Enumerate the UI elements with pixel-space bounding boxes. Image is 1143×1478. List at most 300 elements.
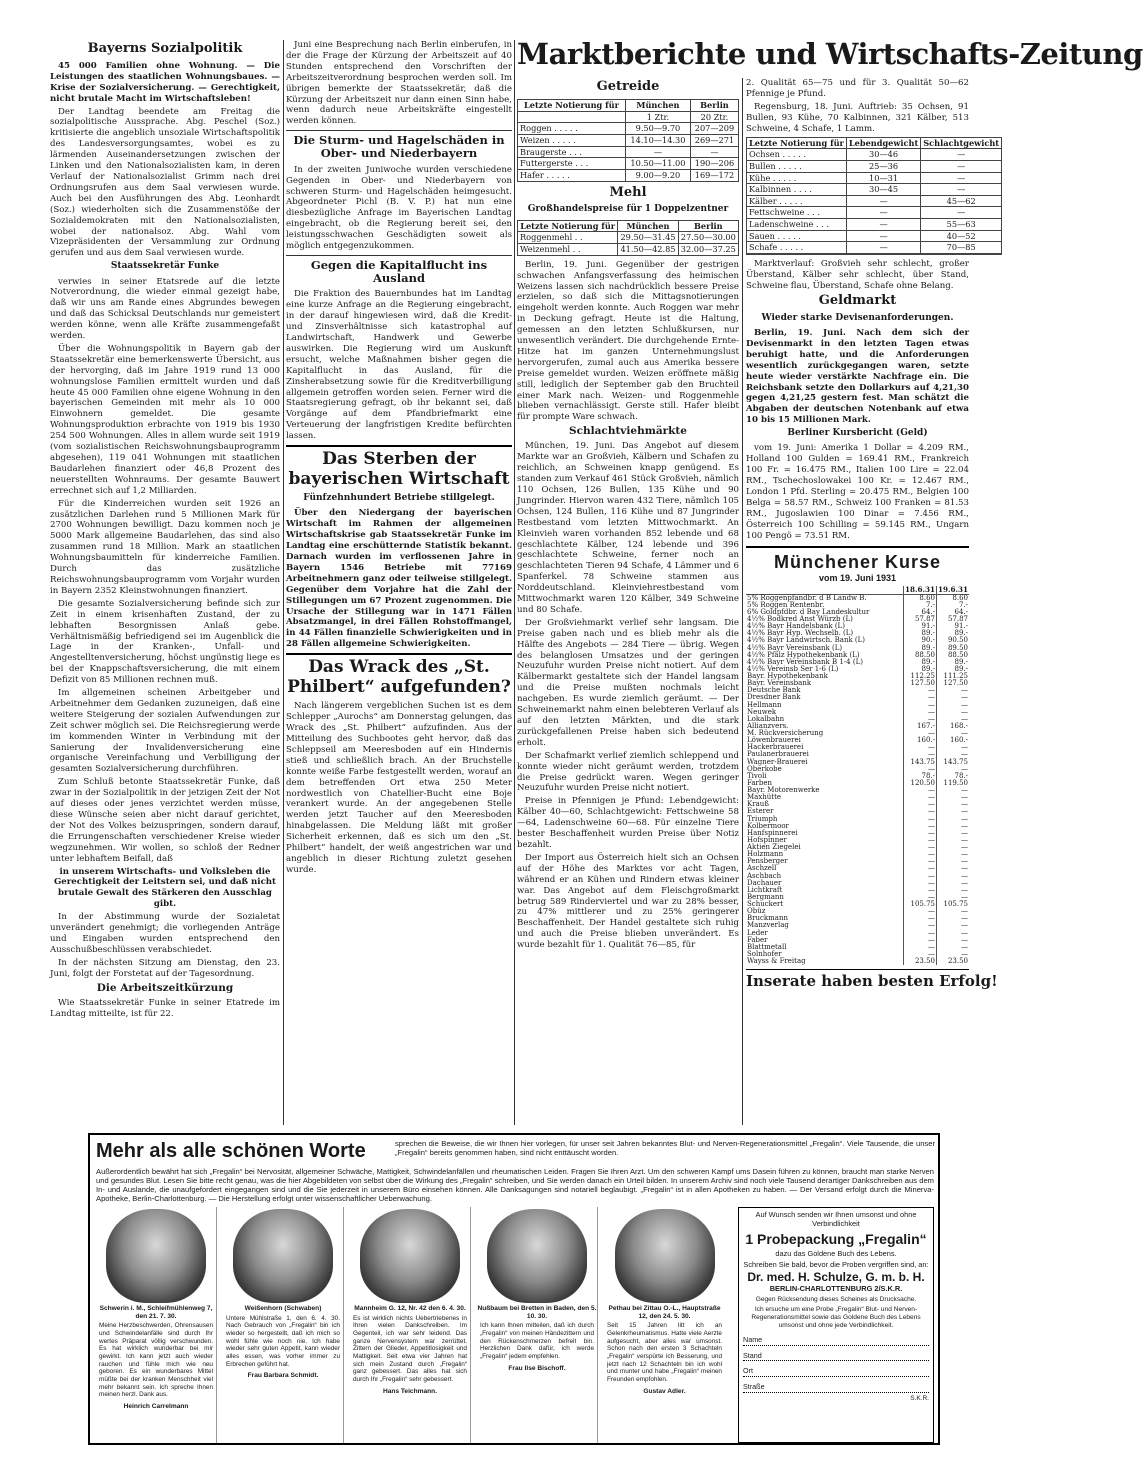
stock-value: 127.50 bbox=[936, 680, 969, 687]
stock-name: 4½% Bayr Vereinsbank B 1-4 (L) bbox=[747, 657, 863, 666]
flour-price-table bbox=[517, 220, 739, 256]
article-paragraph: In der zweiten Juniwoche wurden verschiedene Gegenden in Ober- und Niederbayern von schweren Sturm- und Hagelschäden heimgesucht. Abgeordneter Pichl (B. V. P.) hat nun eine diesbezügliche Anfrage im Bayerischen Landtag eingebracht, ob die Regierung bereit sei, den leistungsschwachen Geschädigten soweit als möglich entgegenzukommen. bbox=[286, 164, 512, 252]
stock-value: 105.75 bbox=[936, 901, 969, 908]
stock-name: Aktien Ziegelei bbox=[747, 843, 801, 852]
stock-value: 143.75 bbox=[936, 759, 969, 766]
table-header: 19.6.31 bbox=[937, 585, 968, 595]
section-subhead: Berliner Kursbericht (Geld) bbox=[787, 428, 928, 439]
stock-list-title: Münchener Kurse bbox=[746, 546, 969, 574]
article-paragraph: Für die Kinderreichen wurden seit 1926 an zusätzlichen Darlehen rund 5 Millionen Mark für 2700 Wohnungen bewilligt. Dazu kommen noch je 5000 Mark allgemeine Baudarlehen, das sind also zusammen rund 18 Million. Mark an staatlichen Wohnungsbaumitteln für kinderreiche Familien. Durch das zusätzliche Reichswohnungsbauprogramm vom Vorjahr wurden in Bayern 2352 Kleinstwohnungen finanziert. bbox=[50, 498, 280, 596]
table-row: Roggen . . . . . 9.50—9.70 207—209 bbox=[518, 123, 739, 135]
stock-value: 111.25 bbox=[936, 673, 969, 680]
ad-intro-text: sprechen die Beweise, die wir Ihnen hier vorlegen, für unser seit Jahren bekanntes Blut- und Nerven-Regenerationsmittel „Fregalin“. Viele Tausende, die unser „Fregalin“ bereits genommen haben, sind nicht enttäuscht worden. bbox=[395, 1139, 935, 1158]
stock-value: — bbox=[936, 766, 969, 773]
section-heading: Mehl bbox=[609, 184, 647, 200]
stock-quotes-table bbox=[746, 586, 969, 965]
table-row: Roggenmehl . . 29.50—31.45 27.50—30.00 bbox=[518, 232, 739, 244]
stock-value: 64.- bbox=[903, 609, 936, 616]
coupon-code: S.K.R. bbox=[910, 1394, 929, 1402]
section-heading: Getreide bbox=[596, 79, 660, 94]
stock-value: — bbox=[936, 887, 969, 894]
stock-name: 5% Roggen Rentenbr. bbox=[747, 600, 825, 609]
stock-name: Löwenbrauerei bbox=[747, 736, 801, 745]
table-row: Ochsen . . . . . 30—46 — bbox=[747, 149, 1002, 161]
stock-value: — bbox=[936, 858, 969, 865]
testimonial-text: Ich kann Ihnen mitteilen, daß ich durch „Fregalin“ von meinen Händezittern und den Rückenschmerzen befreit bin. Herzlichen Dank dafür, ich werde „Fregalin“ jedem empfehlen. bbox=[480, 1322, 594, 1360]
table-row: Ladenschweine . . . — 55—63 bbox=[747, 219, 1002, 231]
article-paragraph: Wie Staatssekretär Funke in seiner Etatrede im Landtag mitteilte, ist für 22. bbox=[50, 997, 280, 1019]
table-header: Schlachtgewicht bbox=[921, 137, 1002, 149]
coupon-note: Gegen Rücksendung dieses Scheines als Drucksache. bbox=[755, 1295, 917, 1303]
article-paragraph: Berlin, 19. Juni. Gegenüber der gestrigen schwachen Anfangsverfassung des heimischen Weizens lassen sich nachdrücklich bessere Preise erzielen, so daß sich die Mittagsnotierungen eingeholt werden konnte. Auch Roggen war mehr in Deckung gefragt. Heute ist die Haltung, gemessen an den letzten Schlußkursen, nur unwesentlich verändert. Die durchgehende Ernte-Hitze hat im ganzen Unternehmungslust hervorgerufen, zumal auch aus Amerika bessere Preise gemeldet wurden. Weizen eröffnete mäßig still, lediglich der September gab den Bruchteil einer Mark nach. Weizen- und Roggenmehle blieben vernachlässigt. Gerste still. Hafer bleibt für prompte Ware schwach. bbox=[517, 259, 739, 423]
stock-value: 89.- bbox=[936, 630, 969, 637]
table-row: Futtergerste . . . 10.50—11.00 190—206 bbox=[518, 158, 739, 170]
stock-value: 64.- bbox=[936, 609, 969, 616]
table-cell: 1 Ztr. bbox=[625, 111, 690, 123]
coupon-company: Dr. med. H. Schulze, G. m. b. H. bbox=[747, 1270, 925, 1285]
table-row: Fettschweine . . . — — bbox=[747, 207, 1002, 219]
stock-value: — bbox=[903, 873, 936, 880]
article-headline: Die Sturm- und Hagelschäden in Ober- und Niederbayern bbox=[293, 133, 505, 161]
stock-value: 78.- bbox=[903, 773, 936, 780]
stock-name: Faber bbox=[747, 935, 768, 944]
table-header: Letzte Notierung für bbox=[747, 137, 847, 149]
table-row: Kühe . . . . . 10—31 — bbox=[747, 172, 1002, 184]
stock-name: Hackerbrauerei bbox=[747, 743, 804, 752]
stock-value: — bbox=[936, 709, 969, 716]
stock-value: — bbox=[903, 794, 936, 801]
stock-value: 90.50 bbox=[936, 637, 969, 644]
stock-value: — bbox=[936, 694, 969, 701]
testimonial-location: Nußbaum bei Bretten in Baden, den 5. 10. 30. bbox=[477, 1305, 597, 1320]
stock-value: — bbox=[903, 887, 936, 894]
stock-value: 89.- bbox=[936, 659, 969, 666]
article-subhead: Staatssekretär Funke bbox=[110, 261, 220, 272]
stock-value: — bbox=[903, 744, 936, 751]
section-heading: Schlachtviehmärkte bbox=[569, 425, 687, 438]
stock-value: — bbox=[936, 823, 969, 830]
table-header: Letzte Notierung für bbox=[518, 99, 626, 111]
table-header: Berlin bbox=[678, 220, 738, 232]
stock-value: — bbox=[903, 766, 936, 773]
stock-name: Kolbermoor bbox=[747, 821, 789, 830]
divider bbox=[286, 255, 512, 256]
stock-value: — bbox=[936, 930, 969, 937]
stock-value: 105.75 bbox=[903, 901, 936, 908]
table-header: München bbox=[625, 99, 690, 111]
column-3 bbox=[517, 78, 739, 1125]
stock-name: Tivoli bbox=[747, 771, 767, 780]
coupon-form-text: Ich ersuche um eine Probe „Fregalin“ Blut- und Nerven-Regenerationsmittel sowie das Goldene Buch des Lebens umsonst und ohne jede Verbindlichkeit. bbox=[751, 1306, 921, 1330]
stock-name: Wayss & Freitag bbox=[747, 957, 806, 966]
stock-value: — bbox=[903, 694, 936, 701]
article-paragraph: Über den Niedergang der bayerischen Wirtschaft im Rahmen der allgemeinen Wirtschaftskrise gab Staatssekretär Funke im Landtag eine erschütternde Statistik bekannt. Darnach wurden im verflossenen Jahre in Bayern 1546 Betriebe mit 77169 Arbeitnehmern ganz oder teilweise stillgelegt. Gegenüber dem Vorjahre hat die Zahl der Stillegungen um 67 Prozent zugenommen. Die Ursache der Stillegung war in 1471 Fällen Absatzmangel, in drei Fällen Rohstoffmangel, in 44 Fällen finanzielle Schwierigkeiten und in 28 Fällen allgemeine Schwierigkeiten. bbox=[286, 508, 512, 650]
stock-name: 4½% Vereinsb Ser 1-6 (L) bbox=[747, 664, 839, 673]
stock-value: — bbox=[903, 787, 936, 794]
stock-value: 8.60 bbox=[903, 594, 936, 602]
stock-value: — bbox=[903, 894, 936, 901]
stock-name: 4½% Bayr Vereinsbank (L) bbox=[747, 643, 843, 652]
article-paragraph: Berlin, 19. Juni. Nach dem sich der Devisenmarkt in den letzten Tagen etwas beruhigt hatte, und die Anforderungen wesentlich zurückgegangen waren, setzte heute wieder verstärkte Nachfrage ein. Die Reichsbank setzte den Dollarkurs auf 4,21,30 gegen 4,21,25 gestern fest. Man schätzt die Abgaben der deutschen Notenbank auf etwa 10 bis 15 Millionen Mark. bbox=[746, 328, 969, 426]
testimonial bbox=[604, 1207, 725, 1443]
stock-name: Bayr. Vereinsbank bbox=[747, 679, 812, 688]
table-row: Braugerste . . . — — bbox=[518, 146, 739, 158]
stock-value: — bbox=[936, 787, 969, 794]
stock-name: 4½% Bodkred Anst Würzb (L) bbox=[747, 615, 853, 624]
coupon-stand-field[interactable]: Stand bbox=[743, 1352, 929, 1362]
testimonial-text: Seit 15 Jahren litt ich an Gelenkrheumatismus. Hatte viele Aerzte aufgesucht, aber alles war umsonst. Schon nach den ersten 3 Schachteln „Fregalin“ verspürte ich Besserung, und jetzt nach 12 Schachteln bin ich wohl und munter und habe „Fregalin“ meinen Freunden empfohlen. bbox=[607, 1322, 722, 1383]
stock-value: — bbox=[903, 716, 936, 723]
stock-name: Wagner-Brauerei bbox=[747, 757, 808, 766]
stock-value: 7.- bbox=[936, 602, 969, 609]
article-paragraph: Der Großviehmarkt verlief sehr langsam. Die Preise gaben nach und es blieb mehr als die Hälfte des Angebots — 284 Tiere — übrig. Wegen des belanglosen Umsatzes und der geringen Neuzufuhr wurden Preise nicht notiert. Auf dem Kälbermarkt gestaltete sich der Handel langsam und die Preise mußten nochmals leicht nachgeben. Es wurde ziemlich geräumt. — Der Schweinemarkt nahm einen belebteren Verlauf als auf den letzten Märkten, und die stark zurückgefallenen Preise haben sich bedeutend erholt. bbox=[517, 617, 739, 748]
testimonial-location: Pethau bei Zittau O.-L., Hauptstraße 12, den 24. 5. 30. bbox=[608, 1305, 721, 1320]
stock-value: — bbox=[903, 915, 936, 922]
stock-value: 168.- bbox=[936, 723, 969, 730]
article-paragraph: Im allgemeinen scheinen Arbeitgeber und Arbeitnehmer dem Gedanken zuzuneigen, daß eine weitere Steigerung der sozialen Aufwendungen zur Zeit schwer möglich sei. Die Reichsregierung werde im kommenden Winter in Verbindung mit der Sanierung der Invalidenversicherung eine organische Vereinfachung und Verbilligung der gesamten Sozialversicherung durchführen. bbox=[50, 688, 280, 775]
article-paragraph: Über die Wohnungspolitik in Bayern gab der Staatssekretär eine bemerkenswerte Übersicht, aus der hervorging, daß im Jahre 1919 rund 13 000 wohnungslose Familien ermittelt wurden und daß heute 45 000 Familien ohne eigene Wohnung in den bayerischen Gemeinden mit mehr als 10 000 Einwohnern gemeldet. Die gesamte Wohnungsproduktion erbrachte von 1919 bis 1930 254 500 Wohnungen. Alles in allem wurde seit 1919 (vom sozialistischen Reichswohnungsbauprogramm abgesehen), 119 041 Wohnungen mit staatlichen Baudarlehen finanziert oder 46,8 Prozent des neuerstellten Wohnraums. Der gesamte Bauwert errechnet sich auf 1,2 Milliarden. bbox=[50, 343, 280, 496]
portrait-photo bbox=[360, 1209, 460, 1303]
stock-value: — bbox=[936, 808, 969, 815]
stock-value: — bbox=[936, 937, 969, 944]
livestock-price-table bbox=[746, 137, 1002, 256]
stock-value: — bbox=[903, 837, 936, 844]
divider bbox=[286, 130, 512, 131]
column-rule bbox=[514, 40, 515, 1125]
stock-value: 90.- bbox=[903, 637, 936, 644]
stock-value: — bbox=[936, 951, 969, 958]
testimonial-signature: Heinrich Carrelmann bbox=[123, 1403, 189, 1411]
article-paragraph: 2. Qualität 65—75 und für 3. Qualität 50—62 Pfennige je Pfund. bbox=[746, 78, 969, 99]
portrait-photo bbox=[487, 1209, 587, 1303]
stock-name: Blattmetall bbox=[747, 942, 787, 951]
stock-value: — bbox=[936, 751, 969, 758]
stock-value: 167.- bbox=[903, 723, 936, 730]
stock-value: — bbox=[903, 687, 936, 694]
stock-value: 91.- bbox=[936, 623, 969, 630]
stock-name: Bruckmann bbox=[747, 914, 788, 923]
stock-name: Esterer bbox=[747, 807, 774, 816]
stock-name: Pensberger bbox=[747, 857, 788, 866]
stock-value: — bbox=[903, 801, 936, 808]
stock-value: — bbox=[936, 915, 969, 922]
stock-name: 4½% Bayr Hyp. Wechselb. (L) bbox=[747, 629, 854, 638]
stock-value: — bbox=[903, 702, 936, 709]
section-title: Marktberichte und Wirtschafts-Zeitung bbox=[517, 37, 1143, 71]
article-paragraph: Preise in Pfennigen je Pfund: Lebendgewicht: Kälber 40—60, Schlachtgewicht: Fettschweine 58—64, Ladenschweine 60—68. Für einzelne Tiere bester Beschaffenheit wurden Preise über Notiz bezahlt. bbox=[517, 796, 739, 850]
stock-value: — bbox=[903, 865, 936, 872]
stock-value: 23.50 bbox=[903, 958, 936, 965]
table-row: Schafe . . . . . — 70—85 bbox=[747, 242, 1002, 254]
stock-name: Neuwek bbox=[747, 707, 777, 716]
stock-name: Hellmann bbox=[747, 700, 782, 709]
article-paragraph: Zum Schluß betonte Staatssekretär Funke, daß zwar in der Sozialpolitik in der jetzigen Zeit der Not auf dieses oder jenes verzichtet werden müsse, diese Wünsche seien aber nicht darauf gerichtet, der Not des Volkes beizuspringen, sondern darauf, die Errungenschaften verschiedener Kreise wieder wegzunehmen. Wir wollen, so schloß der Redner unter lebhaftem Beifall, daß bbox=[50, 777, 280, 864]
stock-name: Bergmann bbox=[747, 892, 784, 901]
article-paragraph: Der Import aus Österreich hielt sich an Ochsen auf der Höhe des Marktes vor acht Tagen, während er an Kühen und Rindern etwas kleiner war. Das Angebot auf dem Fleischgroßmarkt betrug 589 Rinderviertel und war zu 28% besser, zu 47% mittlerer und zu 25% geringerer Beschaffenheit. Der Handel gestaltete sich ruhig und auch die Preise blieben unverändert. Es wurde bezahlt für 1. Qualität 76—85, für bbox=[517, 852, 739, 951]
stock-value: — bbox=[903, 823, 936, 830]
coupon-intro: Auf Wunsch senden wir Ihnen umsonst und ohne Verbindlichkeit bbox=[755, 1210, 917, 1228]
ad-body-text: Außerordentlich bewährt hat sich „Fregalin“ bei Nervosität, allgemeiner Schwäche, Mattigkeit, Schwindelanfällen und rheumatischen Leiden. Fragen Sie Ihren Arzt. Um den schweren Kampf ums Dasein führen zu können, braucht man starke Nerven und gesundes Blut. Lesen Sie bitte recht genau, was die hier Abgebildeten von selbst über die Wirkung des „Fregalin“ schreiben, und Sie werden danach ein Urteil bilden. In unserem Archiv sind noch viele Tausend derartiger Dankschreiben aus dem In- und Auslande, die unaufgefordert eingegangen sind und die Sie jederzeit in unserem Büro einsehen können. Alle Danksagungen sind notariell beglaubigt. „Fregalin“ ist in allen Apotheken zu haben. — Der Versand erfolgt durch die Minerva-Apotheke, Berlin-Charlottenburg. — Die Herstellung erfolgt unter wissenschaftlicher Ueberwachung. bbox=[96, 1167, 934, 1204]
stock-name: Krauß bbox=[747, 800, 769, 809]
table-row: Kalbinnen . . . . 30—45 — bbox=[747, 184, 1002, 196]
ad-headline: Mehr als alle schönen Worte bbox=[96, 1140, 366, 1162]
stock-row bbox=[746, 922, 969, 929]
stock-value: 112.25 bbox=[903, 673, 936, 680]
article-paragraph: In der Abstimmung wurde der Sozialetat unverändert genehmigt; die vorliegenden Anträge und Eingaben wurden entsprechend den Ausschußbeschlüssen verabschiedet. bbox=[50, 912, 280, 955]
stock-name: Paulanerbrauerei bbox=[747, 750, 809, 759]
stock-name: Schuckert bbox=[747, 900, 784, 909]
stock-value: — bbox=[936, 944, 969, 951]
stock-name: Lokalbahn bbox=[747, 714, 785, 723]
stock-row bbox=[746, 958, 969, 965]
coupon-ort-field[interactable]: Ort bbox=[743, 1367, 929, 1377]
stock-value: — bbox=[936, 830, 969, 837]
stock-name: Triumph bbox=[747, 814, 778, 823]
stock-value: — bbox=[903, 858, 936, 865]
article-paragraph: Nach längerem vergeblichen Suchen ist es dem Schlepper „Aurochs“ am Donnerstag gelungen, das Wrack des „St. Philbert“ aufzufinden. Aus der Mitteilung des Suchbootes geht hervor, daß das Schleppseil am Meeresboden auf ein Hindernis stieß und schließlich brach. An der Bruchstelle konnte weiße Farbe festgestellt werden, worauf an dem betreffenden Ort etwa 250 Meter nordwestlich von Chatellier-Bucht eine Boje verankert wurde. An der angegebenen Stelle werden jetzt Taucher auf den Meeresboden hinabgelassen. Die Meldung läßt mit großer Sicherheit erkennen, daß es sich um den „St. Philbert“ handelt, der weiß angestrichen war und angeblich in dieser Richtung zuletzt gesehen wurde. bbox=[286, 701, 512, 875]
stock-value: 57.87 bbox=[903, 616, 936, 623]
article-paragraph: In der nächsten Sitzung am Dienstag, den 23. Juni, folgt der Forstetat auf der Tagesordnung. bbox=[50, 957, 280, 979]
stock-name: Maxhütte bbox=[747, 793, 782, 802]
stock-name: Dresdner Bank bbox=[747, 693, 801, 702]
stock-name: Lichtkraft bbox=[747, 885, 783, 894]
stock-value: — bbox=[936, 894, 969, 901]
article-lead: 45 000 Familien ohne Wohnung. — Die Leistungen des staatlichen Wohnungsbaues. — Krise der Sozialversicherung. — Gerechtigkeit, nicht brutale Macht im Wirtschaftsleben! bbox=[50, 60, 280, 104]
testimonial bbox=[223, 1207, 344, 1443]
stock-value: — bbox=[936, 908, 969, 915]
stock-value: 89.- bbox=[903, 666, 936, 673]
article-headline: Das Wrack des „St. Philbert“ aufgefunden? bbox=[287, 657, 511, 697]
stock-value: — bbox=[903, 751, 936, 758]
stock-value: — bbox=[936, 844, 969, 851]
portrait-photo bbox=[106, 1209, 206, 1303]
testimonial bbox=[96, 1207, 217, 1443]
order-coupon bbox=[738, 1207, 934, 1443]
stock-name: Hanfspinnerei bbox=[747, 828, 798, 837]
stock-value: — bbox=[903, 730, 936, 737]
testimonial-signature: Hans Teichmann. bbox=[382, 1387, 438, 1395]
section-subhead: Wieder starke Devisenanforderungen. bbox=[761, 312, 954, 323]
article-paragraph: Regensburg, 18. Juni. Auftrieb: 35 Ochsen, 91 Bullen, 93 Kühe, 70 Kalbinnen, 321 Kälber, 513 Schweine, 4 Schafe, 1 Lamm. bbox=[746, 101, 969, 134]
stock-row bbox=[746, 858, 969, 865]
article-quote: in unserem Wirtschafts- und Volksleben die Gerechtigkeit der Leitstern sei, und daß nicht brutale Gewalt des Stärkeren den Ausschlag gibt. bbox=[53, 866, 277, 910]
stock-value: — bbox=[903, 808, 936, 815]
stock-value: 91.- bbox=[903, 623, 936, 630]
article-paragraph: Der Schafmarkt verlief ziemlich schleppend und konnte wieder nicht geräumt werden, trotzdem die Preise gedrückt waren. Wegen geringer Neuzufuhr wurden Preise nicht notiert. bbox=[517, 750, 739, 794]
coupon-write: Schreiben Sie bald, bevor die Proben vergriffen sind, an: bbox=[743, 1260, 929, 1270]
table-row: Weizenmehl . . 41.50—42.85 32.00—37.25 bbox=[518, 244, 739, 256]
testimonial-location: Schwerin i. M., Schleifmühlenweg 7, den 21. 7. 30. bbox=[99, 1305, 213, 1320]
stock-value: — bbox=[936, 744, 969, 751]
stock-value: — bbox=[903, 944, 936, 951]
stock-value: — bbox=[936, 794, 969, 801]
testimonials bbox=[96, 1207, 732, 1443]
stock-value: — bbox=[903, 816, 936, 823]
article-paragraph: München, 19. Juni. Das Angebot auf diesem Markte war an Großvieh, Kälbern und Schafen zu reichlich, an Schweinen knapp genügend. Es standen zum Verkauf 461 Stück Großvieh, nämlich 110 Ochsen, 126 Bullen, 135 Kühe und 90 Jungrinder. Hiervon waren 432 Tiere, nämlich 105 Ochsen, 124 Bullen, 116 Kühe und 87 Jungrinder Restbestand vom letzten Mittwochmarkt. An Kleinvieh waren vorhanden 852 lebende und 68 geschlachtete Kälber, 124 lebende und 396 geschlachtete Schweine, ferner noch an geschlachteten Tieren 94 Schafe, 4 Lämmer und 6 Spanferkel. 78 Schweine stammen aus Norddeutschland. Kleinviehrestbestand vom Mittwochmarkt waren 120 Kälber, 349 Schweine und 80 Schafe. bbox=[517, 441, 739, 615]
stock-name: Oberkobe bbox=[747, 764, 782, 773]
stock-name: Bayr. Hypothekenbank bbox=[747, 672, 828, 681]
stock-value: — bbox=[936, 702, 969, 709]
stock-value: 89.50 bbox=[936, 645, 969, 652]
stock-name: 5% Roggenpfandbr. d B Landw B. bbox=[747, 593, 867, 602]
stock-name: M. Rückversicherung bbox=[747, 729, 824, 738]
stock-value: 88.50 bbox=[903, 652, 936, 659]
stock-name: Dachauer bbox=[747, 878, 782, 887]
table-header: München bbox=[618, 220, 678, 232]
stock-value: — bbox=[903, 880, 936, 887]
divider bbox=[286, 445, 512, 447]
stock-name: Deutsche Bank bbox=[747, 686, 801, 695]
stock-value: — bbox=[936, 922, 969, 929]
testimonial-text: Meine Herzbeschwerden, Ohrensausen und Schwindelanfälle sind durch Ihr wertes Präparat völlig verschwunden. Es hat wirklich wunderbar bei mir gewirkt. Ich kann jetzt auch wieder rauchen und fühle mich wie neu geboren. Es ein wunderbares Mittel müßte bei der kranken Menschheit viel mehr bekannt sein. Ich spreche Ihnen meinen herzl. Dank aus. bbox=[99, 1322, 213, 1399]
stock-row bbox=[746, 930, 969, 937]
stock-value: — bbox=[936, 801, 969, 808]
stock-value: 160.- bbox=[903, 737, 936, 744]
testimonial bbox=[477, 1207, 598, 1443]
article-paragraph: verwies in seiner Etatsrede auf die letzte Notverordnung, die wieder einmal gezeigt habe, daß wir uns am Rande eines Abgrundes bewegen und daß das Schicksal Deutschlands nur gemeistert werden könne, wenn alle Kräfte zusammengefaßt werden. bbox=[50, 276, 280, 342]
stock-value: 88.50 bbox=[936, 652, 969, 659]
stock-name: Bayr. Motorenwerke bbox=[747, 786, 820, 795]
stock-name: 6% Goldpfdbr. d Bay Landeskultur bbox=[747, 607, 870, 616]
stock-value: — bbox=[903, 830, 936, 837]
testimonial bbox=[350, 1207, 471, 1443]
article-paragraph: vom 19. Juni: Amerika 1 Dollar = 4.209 RM., Holland 100 Gulden = 169.41 RM., Frankreich 100 Fr. = 16.475 RM., Italien 100 Lire = 22.04 RM., Tschechoslowakei 100 Kr. = 12.467 RM., London 1 Pfd. Sterling = 20.475 RM., Belgien 100 Belga = 58.57 RM., Schweiz 100 Franken = 81.53 RM., Jugoslawien 100 Dinar = 7.456 RM., Österreich 100 Schilling = 59.145 RM., Ungarn 100 Pengö = 73.51 RM. bbox=[746, 443, 969, 541]
table-cell: 20 Ztr. bbox=[690, 111, 738, 123]
stock-value: 23.50 bbox=[936, 958, 969, 965]
stock-name: Farben bbox=[747, 778, 773, 787]
stock-name: Allianzvers. bbox=[747, 721, 789, 730]
column-2 bbox=[286, 40, 512, 1125]
stock-value: — bbox=[936, 716, 969, 723]
stock-name: Hofspinner bbox=[747, 835, 787, 844]
stock-value: — bbox=[936, 837, 969, 844]
stock-value: 89.- bbox=[903, 659, 936, 666]
fregalin-advertisement bbox=[88, 1133, 940, 1445]
stock-list-date: vom 19. Juni 1931 bbox=[818, 573, 897, 584]
stock-value: — bbox=[903, 930, 936, 937]
table-row: Hafer . . . . . 9.00—9.20 169—172 bbox=[518, 169, 739, 181]
table-header: Lebendgewicht bbox=[846, 137, 920, 149]
stock-row bbox=[746, 808, 969, 815]
stock-value: 78.- bbox=[936, 773, 969, 780]
table-row: Sauen . . . . . — 40—52 bbox=[747, 230, 1002, 242]
stock-value: — bbox=[936, 816, 969, 823]
coupon-address: BERLIN-CHARLOTTENBURG 2/S.K.R. bbox=[769, 1283, 903, 1293]
stock-value: — bbox=[903, 922, 936, 929]
section-heading: Geldmarkt bbox=[818, 292, 897, 308]
stock-row bbox=[746, 794, 969, 801]
table-header: Berlin bbox=[690, 99, 738, 111]
stock-row bbox=[746, 801, 969, 808]
table-header: 18.6.31 bbox=[904, 585, 935, 595]
stock-value: 57.87 bbox=[936, 616, 969, 623]
stock-value: 89.- bbox=[936, 666, 969, 673]
stock-value: 89.- bbox=[903, 630, 936, 637]
stock-value: — bbox=[936, 687, 969, 694]
column-1 bbox=[50, 40, 280, 1125]
stock-name: 4½% Bayr Landwirtsch. Bank (L) bbox=[747, 636, 866, 645]
stock-row bbox=[746, 901, 969, 908]
testimonial-location: Mannheim G. 12, Nr. 42 den 6. 4. 30. bbox=[354, 1305, 466, 1312]
table-row: Bullen . . . . . 25—36 — bbox=[747, 160, 1002, 172]
coupon-sub: dazu das Goldene Buch des Lebens. bbox=[775, 1248, 897, 1258]
testimonial-text: Untere Mühlstraße 1, den 6. 4. 30. Nach Gebrauch von „Fregalin“ bin ich wieder so hergestellt, daß ich mich so wohl fühle wie noch nie. Ich habe wieder sehr guten Appetit, kann wieder alles essen, was vorher immer zu Erbrechen geführt hat. bbox=[226, 1314, 340, 1368]
column-rule bbox=[283, 40, 284, 1125]
testimonial-signature: Frau Ilse Bischoff. bbox=[508, 1364, 566, 1372]
table-header: Letzte Notierung für bbox=[518, 220, 618, 232]
section-subhead: Großhandelspreise für 1 Doppelzentner bbox=[527, 204, 729, 215]
stock-name: Holzmann bbox=[747, 850, 784, 859]
testimonial-signature: Frau Barbara Schmidt. bbox=[247, 1372, 319, 1380]
testimonial-text: Es ist wirklich nichts Uebertriebenes in Ihren vielen Dankschreiben. Im Gegenteil, ich war sehr leidend. Das ganze Nervensystem war zerrüttet. Zittern der Glieder, Appetitlosigkeit und Mattigkeit. Seit etwa vier Jahren hat sich mein Zustand durch „Fregalin“ ganz gebessert. Das alles hat sich durch Ihr „Fregalin“ sehr gebessert. bbox=[353, 1314, 467, 1384]
article-subhead: Fünfzehnhundert Betriebe stillgelegt. bbox=[303, 493, 495, 504]
portrait-photo bbox=[615, 1209, 715, 1303]
portrait-photo bbox=[233, 1209, 333, 1303]
stock-value: 7.- bbox=[903, 602, 936, 609]
stock-value: 143.75 bbox=[903, 759, 936, 766]
stock-value: 89.- bbox=[903, 645, 936, 652]
table-row: Weizen . . . . . 14.10—14.30 269—271 bbox=[518, 134, 739, 146]
stock-name: Solnhofer bbox=[747, 949, 782, 958]
stock-value: — bbox=[903, 951, 936, 958]
stock-value: — bbox=[903, 937, 936, 944]
article-headline: Bayerns Sozialpolitik bbox=[87, 41, 243, 56]
stock-value: — bbox=[936, 865, 969, 872]
stock-value: — bbox=[936, 730, 969, 737]
article-paragraph: Die gesamte Sozialversicherung befinde sich zur Zeit in einem krisenhaften Zustand, der zu lebhaften Besorgnissen Anlaß gebe. Verhältnismäßig befriedigend sei im Augenblick die Lage in der Kranken-, Unfall- und Angestelltenversicherung, höchst ungünstig liege es bei der Knappschaftsversicherung, die mit einem Defizit von 85 Millionen rechnen muß. bbox=[50, 598, 280, 686]
article-headline: Die Arbeitszeitkürzung bbox=[96, 981, 234, 994]
coupon-name-field[interactable]: Name bbox=[743, 1336, 929, 1346]
grain-price-table bbox=[517, 99, 739, 182]
stock-value: 160.- bbox=[936, 737, 969, 744]
stock-name: Aschzell bbox=[747, 864, 777, 873]
stock-name: Leder bbox=[747, 928, 768, 937]
divider bbox=[286, 653, 512, 655]
stock-value: 120.50 bbox=[903, 780, 936, 787]
coupon-strasse-field[interactable]: Straße bbox=[743, 1383, 929, 1393]
stock-name: Aschbach bbox=[747, 871, 782, 880]
stock-row bbox=[746, 702, 969, 709]
stock-value: 8.60 bbox=[936, 594, 969, 602]
column-4 bbox=[746, 78, 1000, 1125]
stock-value: — bbox=[936, 880, 969, 887]
table-row bbox=[747, 254, 1002, 255]
article-paragraph: Marktverlauf: Großvieh sehr schlecht, großer Überstand, Kälber sehr schlecht, über Stand, Schweine flau, Überstand, Schafe ohne Belang. bbox=[746, 259, 969, 291]
stock-value: — bbox=[936, 851, 969, 858]
stock-name: 4½% Bayr Handelsbank (L) bbox=[747, 622, 845, 631]
article-headline: Das Sterben der bayerischen Wirtschaft bbox=[288, 449, 510, 489]
stock-row bbox=[746, 773, 969, 780]
stock-value: — bbox=[936, 873, 969, 880]
testimonial-signature: Gustav Adler. bbox=[643, 1387, 686, 1395]
coupon-offer: 1 Probepackung „Fregalin“ bbox=[745, 1230, 927, 1247]
slogan: Inserate haben besten Erfolg! bbox=[746, 969, 969, 991]
stock-name: Obüz bbox=[747, 907, 766, 916]
article-paragraph: Juni eine Besprechung nach Berlin einberufen, in der die Frage der Kürzung der Arbeitszeit auf 40 Stunden entsprechend den Vorschriften der Arbeitszeitverordnung besprochen werden soll. Im übrigen bemerkte der Staatssekretär, daß die Kürzung der Arbeitszeit nur dann einen Sinn habe, wenn dadurch neue Arbeitskräfte eingestellt werden können. bbox=[286, 40, 512, 127]
stock-row bbox=[746, 766, 969, 773]
stock-name: 4½% Pfälz Hypothekenbank (L) bbox=[747, 650, 860, 659]
stock-value: — bbox=[903, 844, 936, 851]
testimonial-location: Weißenhorn (Schwaben) bbox=[244, 1305, 322, 1312]
stock-value: — bbox=[903, 851, 936, 858]
stock-name: Manzverlag bbox=[747, 921, 789, 930]
stock-value: 119.50 bbox=[936, 780, 969, 787]
table-row: Kälber . . . . . — 45—62 bbox=[747, 195, 1002, 207]
stock-value: — bbox=[903, 709, 936, 716]
article-paragraph: Die Fraktion des Bauernbundes hat im Landtag eine kurze Anfrage an die Regierung eingebracht, in der darauf hingewiesen wird, daß die Kredit- und Zinsverhältnisse sich katastrophal auf Landwirtschaft, Handwerk und Gewerbe auswirken. Die Regierung wird um Auskunft ersucht, welche Maßnahmen bisher gegen die Kapitalflucht in das Ausland, für die Zinsherabsetzung sowie für die Kreditverbilligung allgemein getroffen worden seien. Ferner wird die Staatsregierung gefragt, ob ihr bekannt sei, daß Vorgänge auf dem Pfandbriefmarkt eine Verteuerung der langfristigen Kredite befürchten lassen. bbox=[286, 289, 512, 442]
stock-value: 127.50 bbox=[903, 680, 936, 687]
column-rule bbox=[742, 78, 743, 1125]
